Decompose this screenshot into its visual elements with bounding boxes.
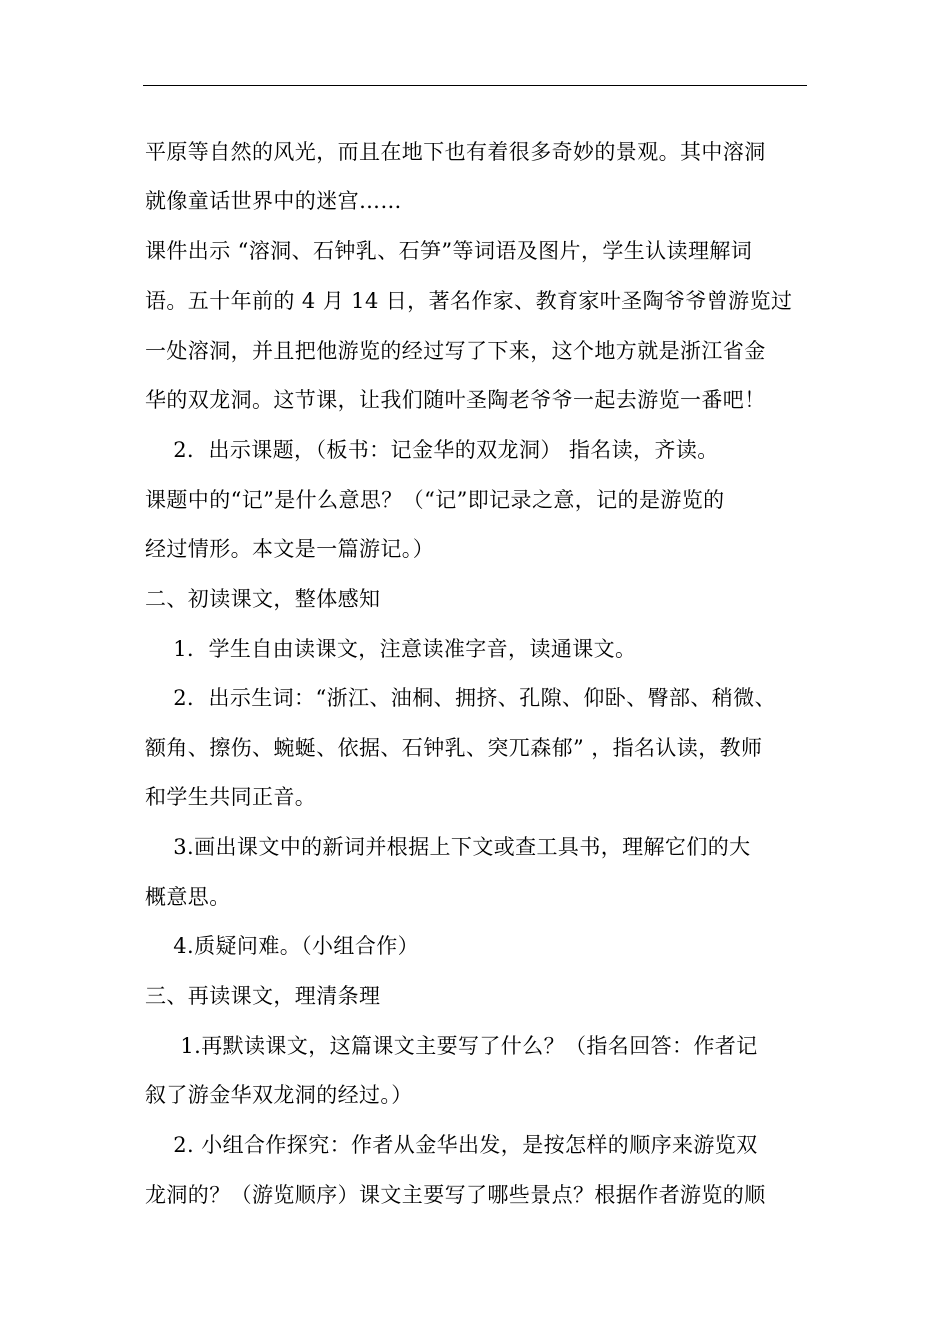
text-line: 4.质疑问难。（小组合作）	[145, 934, 420, 958]
text-line: 一处溶洞，并且把他游览的经过写了下来，这个地方就是浙江省金	[145, 339, 766, 363]
section-heading: 三、再读课文，理清条理	[145, 984, 381, 1008]
text-line: 2. 小组合作探究：作者从金华出发，是按怎样的顺序来游览双	[145, 1133, 758, 1157]
text-line: 1．学生自由读课文，注意读准字音，读通课文。	[145, 637, 637, 661]
text-line: 龙洞的？（游览顺序）课文主要写了哪些景点？根据作者游览的顺	[145, 1183, 766, 1207]
section-heading: 二、初读课文，整体感知	[145, 587, 381, 611]
text-line: 额角、擦伤、蜿蜒、依据、石钟乳、突兀森郁” ，指名认读，教师	[145, 736, 763, 760]
text-line: 就像童话世界中的迷宫……	[145, 189, 402, 213]
text-line: 概意思。	[145, 885, 231, 909]
text-line: 华的双龙洞。这节课，让我们随叶圣陶老爷爷一起去游览一番吧！	[145, 388, 766, 412]
text-line: 叙了游金华双龙洞的经过。）	[145, 1083, 413, 1107]
text-line: 平原等自然的风光，而且在地下也有着很多奇妙的景观。其中溶洞	[145, 140, 766, 164]
text-line: 2．出示课题，（板书：记金华的双龙洞） 指名读，齐读。	[145, 438, 719, 462]
text-line: 和学生共同正音。	[145, 785, 317, 809]
header-rule	[143, 85, 807, 86]
text-line: 2．出示生词：“浙江、油桐、拥挤、孔隙、仰卧、臀部、稍微、	[145, 686, 776, 710]
text-line: 3.画出课文中的新词并根据上下文或查工具书，理解它们的大	[145, 835, 751, 859]
text-line: 经过情形。本文是一篇游记。）	[145, 537, 435, 561]
text-line: 语。五十年前的 4 月 14 日，著名作家、教育家叶圣陶爷爷曾游览过	[145, 289, 793, 313]
text-line: 课题中的“记”是什么意思？（“记”即记录之意，记的是游览的	[145, 488, 725, 512]
text-line: 1.再默读课文，这篇课文主要写了什么？（指名回答：作者记	[145, 1034, 758, 1058]
text-line: 课件出示 “溶洞、石钟乳、石笋”等词语及图片，学生认读理解词	[145, 239, 753, 263]
